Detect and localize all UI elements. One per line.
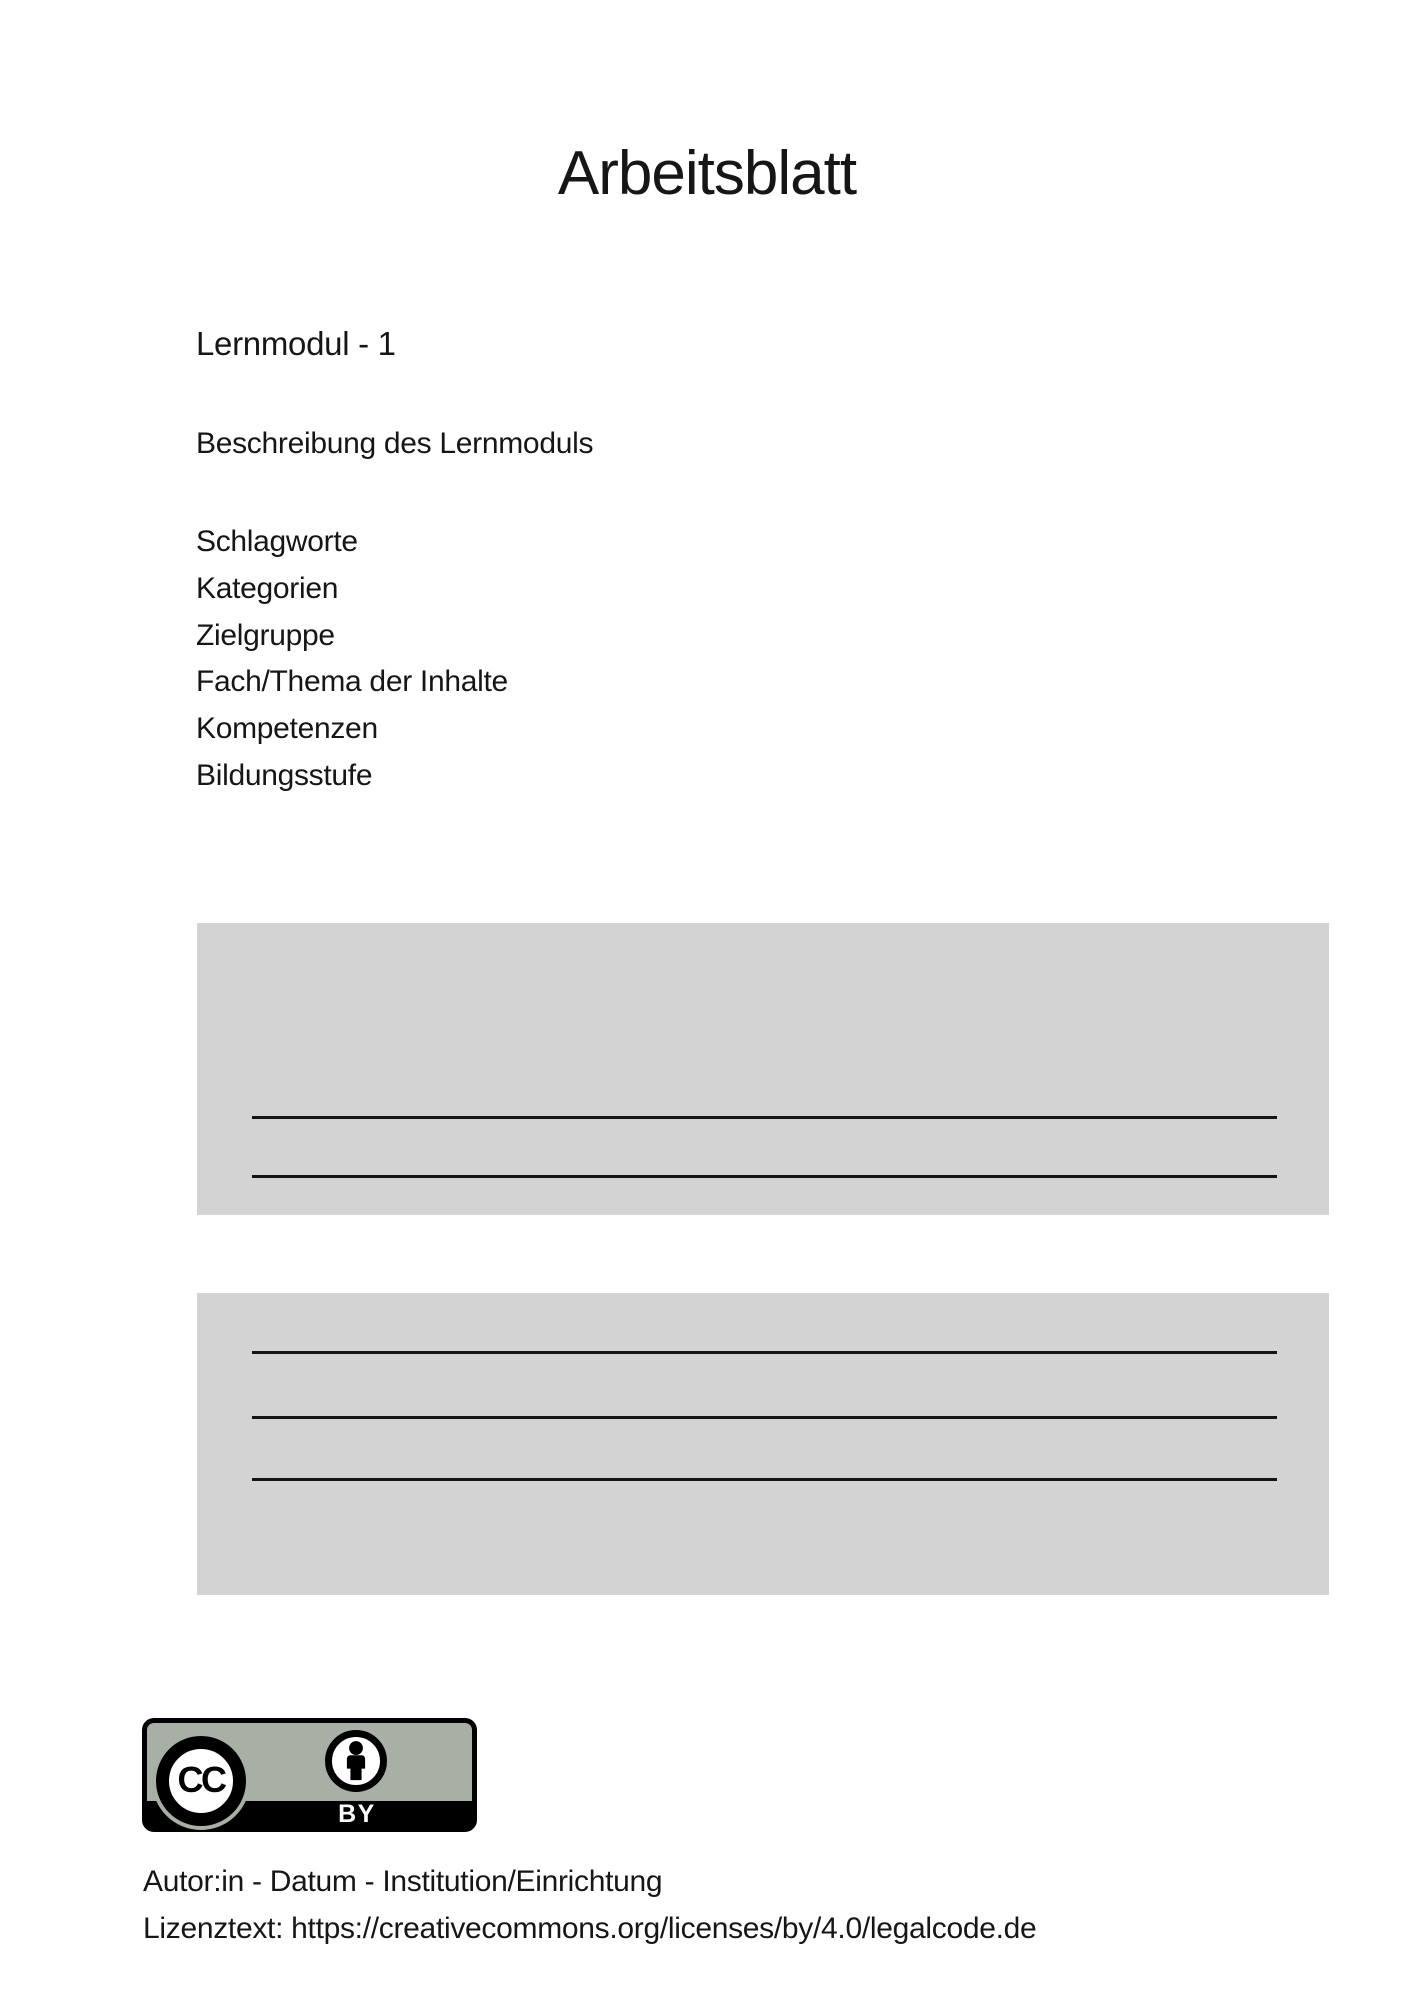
page-title: Arbeitsblatt: [557, 139, 857, 208]
field-fach-thema: Fach/Thema der Inhalte: [196, 665, 508, 699]
field-bildungsstufe: Bildungsstufe: [196, 758, 373, 792]
writing-area-1: [197, 923, 1329, 1215]
cc-logo-icon: [156, 1736, 246, 1826]
writing-area-2: [197, 1293, 1329, 1595]
field-kategorien: Kategorien: [196, 571, 339, 605]
writing-line: [252, 1116, 1277, 1119]
writing-line: [252, 1416, 1277, 1419]
attribution-person-icon: [325, 1730, 387, 1792]
writing-line: [252, 1351, 1277, 1354]
cc-by-license-badge: [142, 1718, 477, 1832]
module-description: Beschreibung des Lernmoduls: [196, 427, 594, 460]
footer: [143, 1858, 1036, 1952]
writing-line: [252, 1478, 1277, 1481]
footer-author-line: Autor:in - Datum - Institution/Einrichtung: [143, 1865, 663, 1898]
module-heading: Lernmodul - 1: [196, 325, 396, 362]
cc-logo-text: CC: [177, 1759, 225, 1800]
footer-license-line: Lizenztext: https://creativecommons.org/licenses/by/4.0/legalcode.de: [143, 1912, 1037, 1945]
writing-line: [252, 1175, 1277, 1178]
field-kompetenzen: Kompetenzen: [196, 712, 378, 746]
module-field-list: [196, 519, 508, 800]
field-schlagworte: Schlagworte: [196, 525, 358, 558]
field-zielgruppe: Zielgruppe: [196, 618, 335, 652]
by-label: BY: [338, 1800, 376, 1828]
